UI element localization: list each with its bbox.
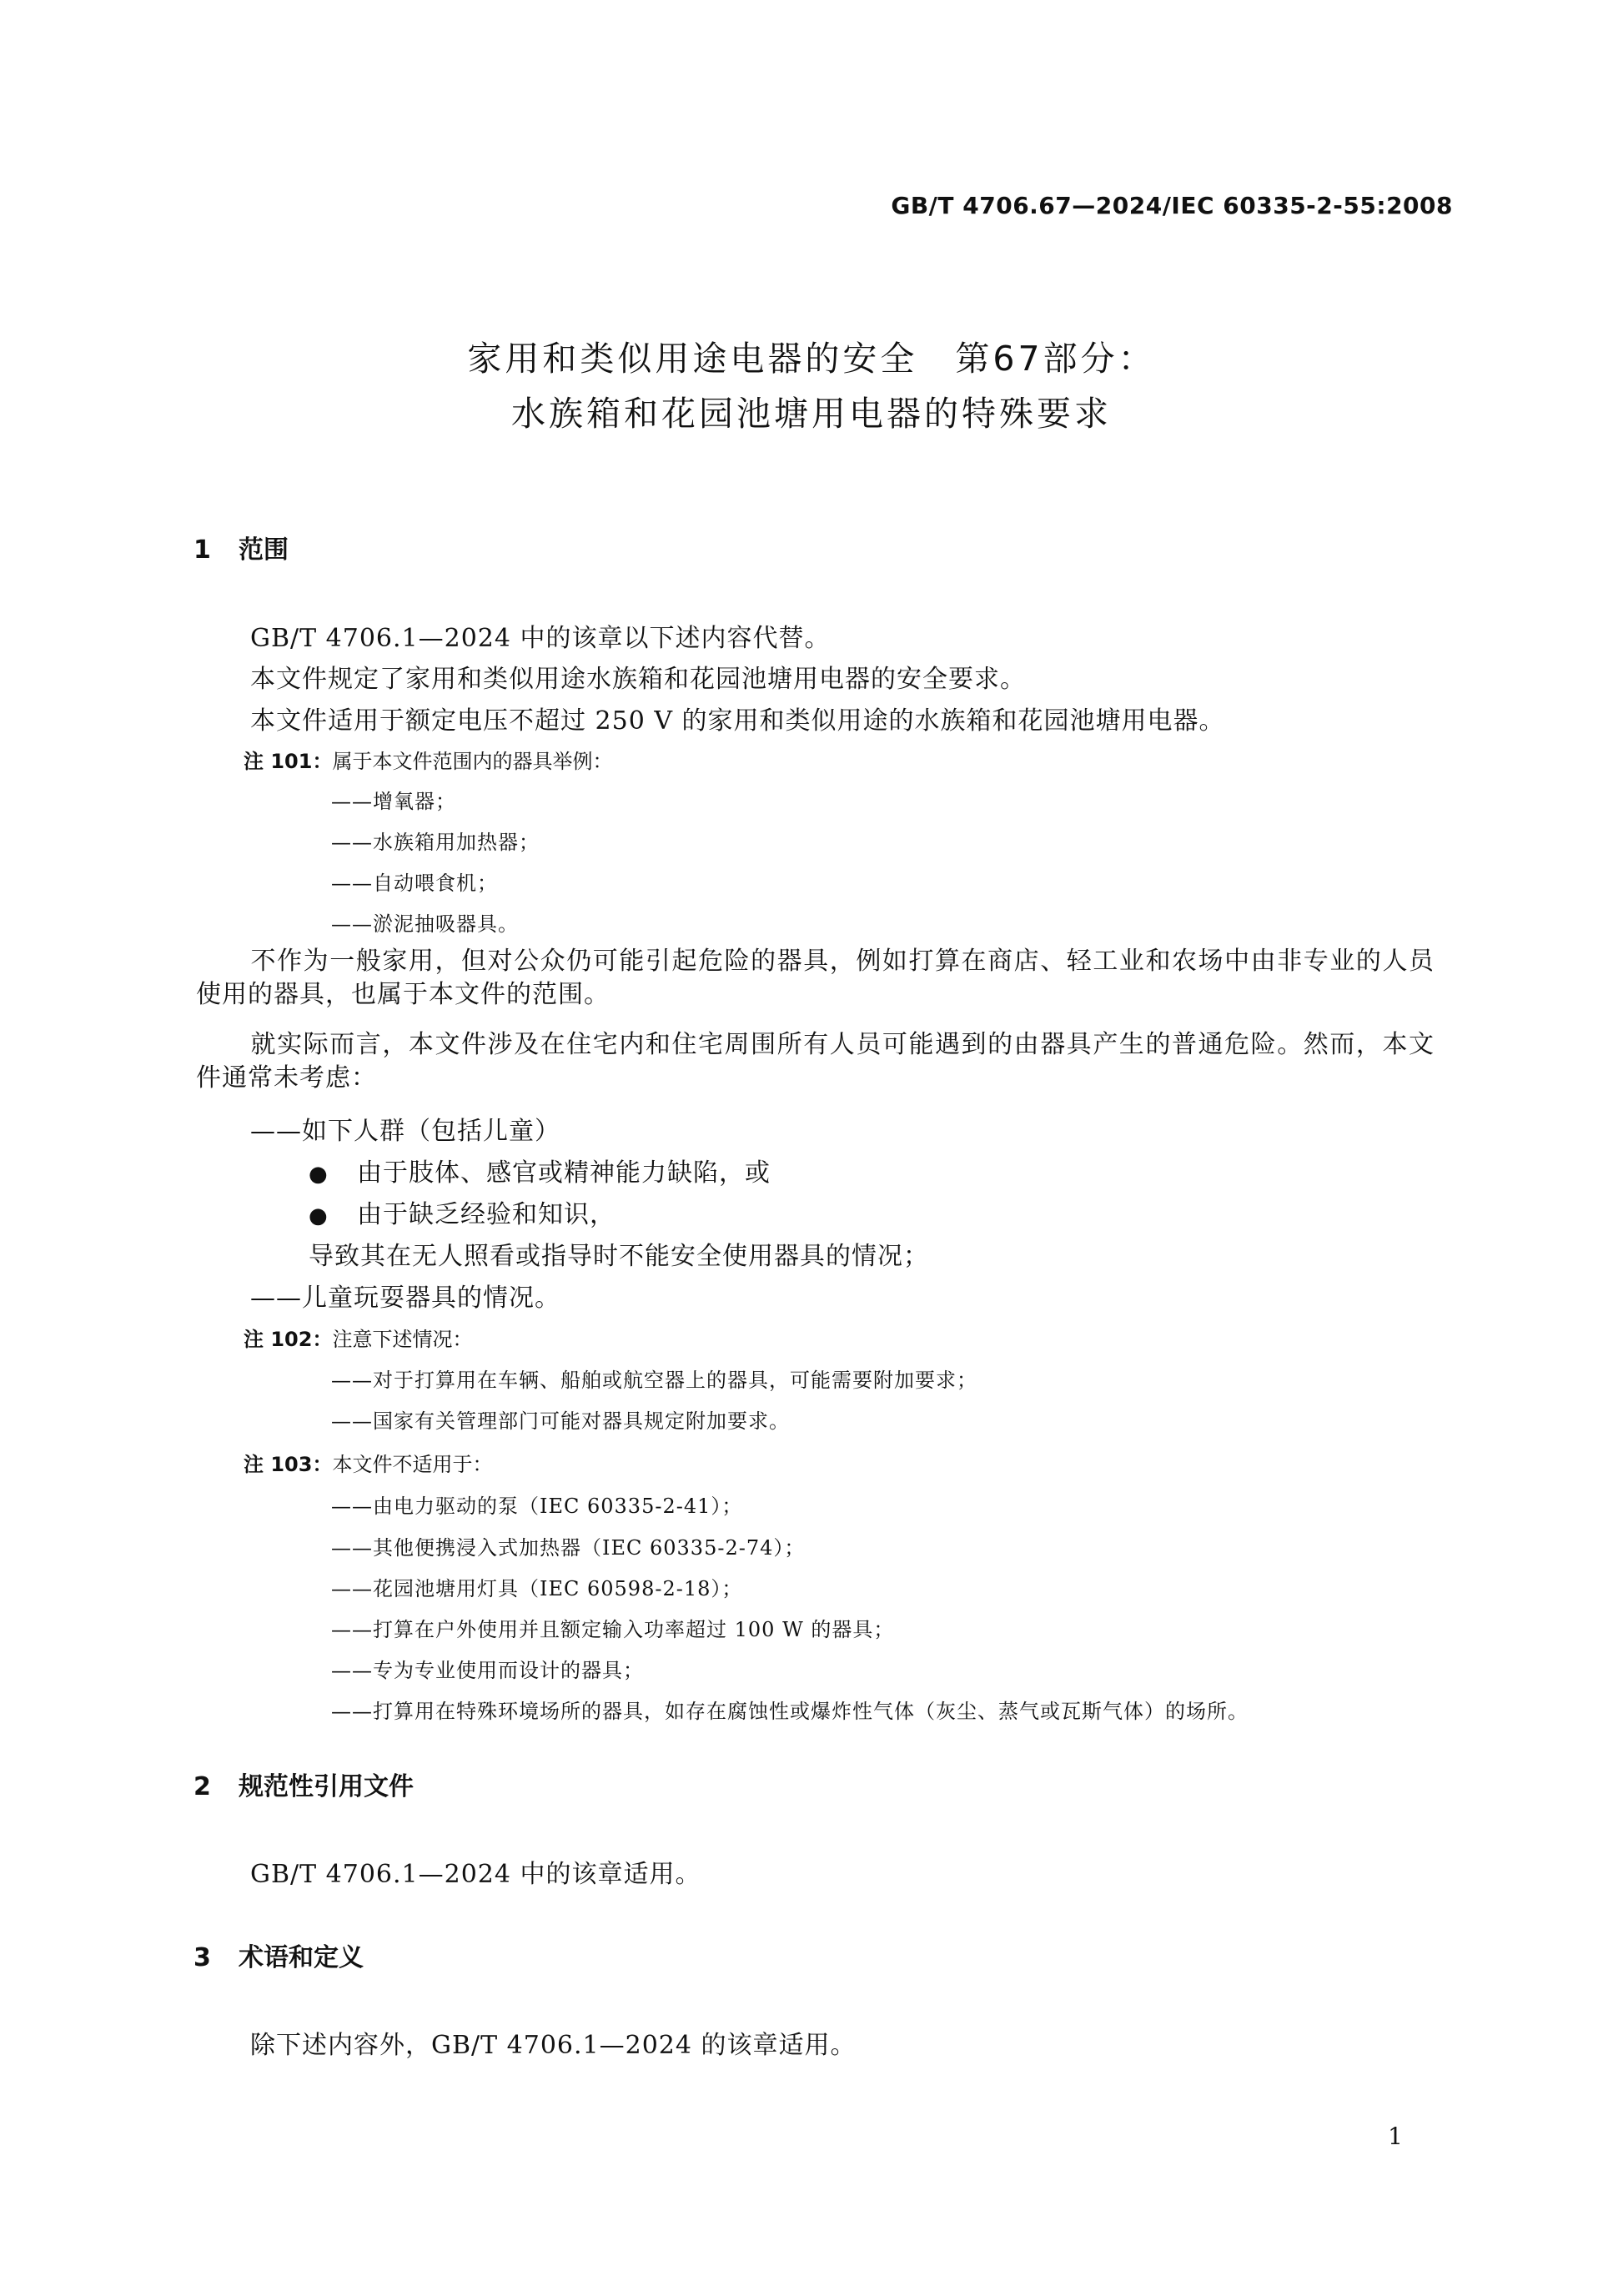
note-list-item: ——淤泥抽吸器具。 — [331, 912, 519, 936]
note-list-item: ——国家有关管理部门可能对器具规定附加要求。 — [331, 1409, 790, 1433]
standard-number: GB/T 4706.67—2024/IEC 60335-2-55:2008 — [891, 192, 1453, 219]
scope-paragraph-4 — [196, 945, 1435, 1012]
note-list-item: ——打算在户外使用并且额定输入功率超过 100 W 的器具； — [331, 1618, 895, 1641]
bullet-list-item — [309, 1198, 616, 1233]
note-text: 注意下述情况： — [332, 1328, 473, 1351]
note-text: 本文件不适用于： — [332, 1453, 493, 1476]
section-title: 术语和定义 — [239, 1943, 364, 1972]
bullet-icon: ● — [309, 1162, 329, 1187]
note-list-item: ——增氧器； — [331, 790, 456, 813]
note-list-item: ——其他便携浸入式加热器（IEC 60335-2-74）； — [331, 1536, 806, 1560]
scope-paragraph-3: 本文件适用于额定电压不超过 250 V 的家用和类似用途的水族箱和花园池塘用电器。 — [250, 706, 1225, 736]
section-heading-normative-references — [193, 1771, 414, 1804]
bullet-text: 由于缺乏经验和知识， — [357, 1200, 616, 1229]
section-number: 1 — [193, 535, 211, 565]
scope-paragraph-5 — [196, 1028, 1435, 1095]
document-title-line-2: 水族箱和花园池塘用电器的特殊要求 — [511, 394, 1112, 434]
note-list-item: ——由电力驱动的泵（IEC 60335-2-41）； — [331, 1495, 743, 1518]
paragraph-text: 就实际而言，本文件涉及在住宅内和住宅周围所有人员可能遇到的由器具产生的普通危险。然而，本文件通常未考虑： — [196, 1030, 1435, 1093]
section-number: 3 — [193, 1943, 211, 1972]
note-list-item: ——花园池塘用灯具（IEC 60598-2-18）； — [331, 1577, 743, 1600]
paragraph-text: 不作为一般家用，但对公众仍可能引起危险的器具，例如打算在商店、轻工业和农场中由非专业的人员使用的器具，也属于本文件的范围。 — [196, 947, 1435, 1009]
note-list-item: ——水族箱用加热器； — [331, 831, 540, 854]
note-label: 注 103： — [244, 1453, 333, 1476]
bullet-text: 由于肢体、感官或精神能力缺陷，或 — [357, 1158, 771, 1188]
note-103 — [244, 1451, 492, 1478]
exclusion-list-item-a: ——如下人群（包括儿童） — [250, 1117, 560, 1146]
document-title-line-1: 家用和类似用途电器的安全 第67部分： — [467, 339, 1156, 379]
note-label: 注 102： — [244, 1328, 333, 1351]
scope-paragraph-2: 本文件规定了家用和类似用途水族箱和花园池塘用电器的安全要求。 — [250, 665, 1026, 694]
exclusion-list-continuation: 导致其在无人照看或指导时不能安全使用器具的情况； — [309, 1242, 929, 1271]
bullet-list-item — [309, 1157, 771, 1191]
note-list-item: ——自动喂食机； — [331, 872, 498, 895]
bullet-icon: ● — [309, 1203, 329, 1228]
scope-paragraph-1: GB/T 4706.1—2024 中的该章以下述内容代替。 — [250, 624, 831, 653]
note-label: 注 101： — [244, 750, 333, 773]
terms-paragraph: 除下述内容外，GB/T 4706.1—2024 的该章适用。 — [250, 2031, 857, 2060]
note-list-item: ——对于打算用在车辆、船舶或航空器上的器具，可能需要附加要求； — [331, 1369, 977, 1392]
section-title: 规范性引用文件 — [239, 1772, 414, 1801]
exclusion-list-item-b: ——儿童玩耍器具的情况。 — [250, 1284, 560, 1313]
page-number: 1 — [1388, 2123, 1403, 2150]
section-heading-terms-definitions — [193, 1942, 364, 1975]
section-title: 范围 — [239, 535, 289, 565]
note-101 — [244, 748, 612, 775]
normative-paragraph: GB/T 4706.1—2024 中的该章适用。 — [250, 1860, 701, 1889]
note-list-item: ——打算用在特殊环境场所的器具，如存在腐蚀性或爆炸性气体（灰尘、蒸气或瓦斯气体）的场所。 — [331, 1700, 1249, 1723]
section-number: 2 — [193, 1772, 211, 1801]
note-list-item: ——专为专业使用而设计的器具； — [331, 1659, 644, 1682]
note-text: 属于本文件范围内的器具举例： — [332, 750, 613, 773]
section-heading-scope — [193, 534, 289, 567]
note-102 — [244, 1326, 472, 1353]
